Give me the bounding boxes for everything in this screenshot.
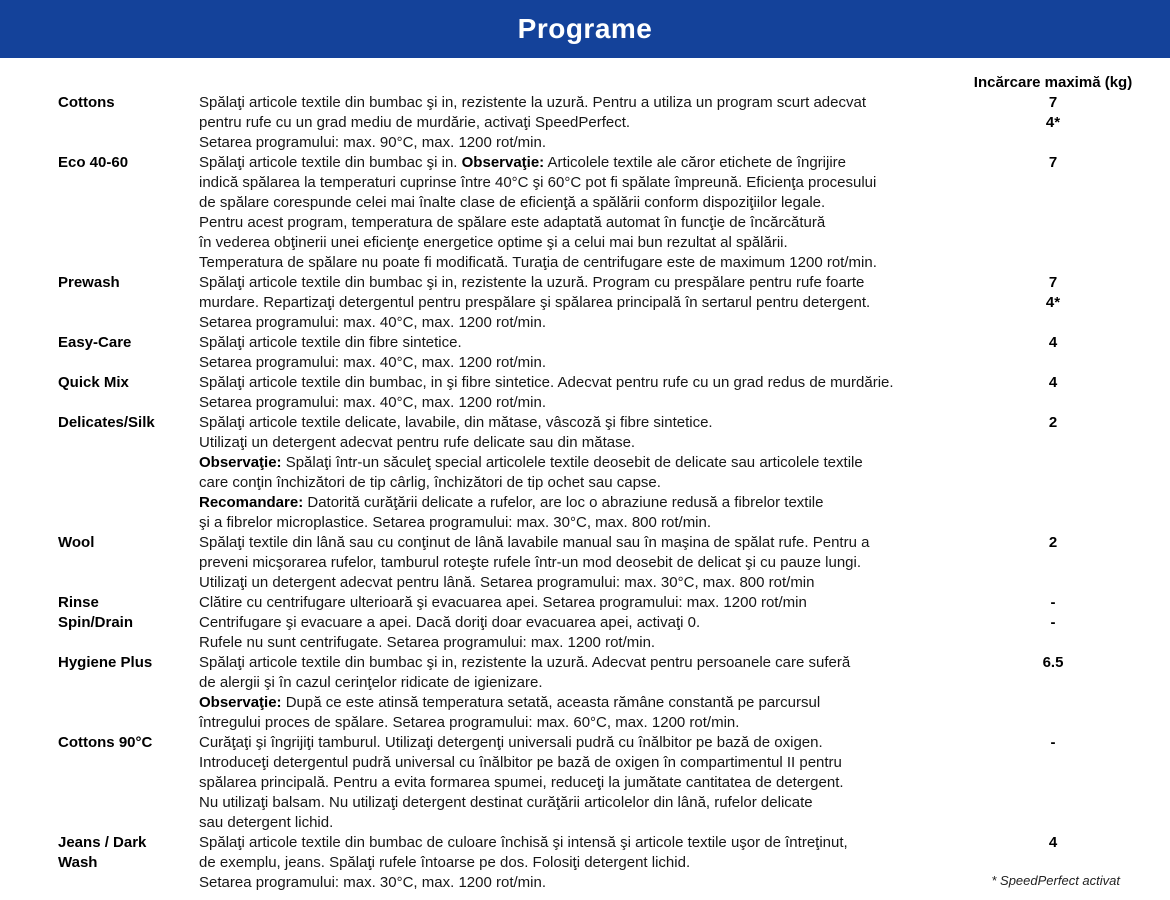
text-segment: Spălaţi articole textile din fibre sintetice.	[199, 334, 462, 351]
text-segment: Nu utilizaţi balsam. Nu utilizaţi detergent destinat curăţării articolelor din lână, rufelor delicate	[199, 794, 813, 811]
text-segment: Temperatura de spălare nu poate fi modificată. Turaţia de centrifugare este de maximum 1200 rot/min.	[199, 254, 877, 271]
description-line	[199, 153, 963, 173]
description-line	[199, 853, 963, 873]
program-description	[199, 533, 963, 593]
text-segment: Spălaţi articole textile din bumbac, in şi fibre sintetice. Adecvat pentru rufe cu un grad redus de murdărie.	[199, 374, 894, 391]
load-value	[963, 493, 1143, 513]
load-value	[963, 313, 1143, 333]
description-line	[199, 193, 963, 213]
text-segment: murdare. Repartizaţi detergentul pentru prespălare şi spălarea principală în sertarul pentru detergent.	[199, 294, 871, 311]
load-value: 7	[1048, 274, 1058, 291]
description-line	[199, 473, 963, 493]
program-name: Eco 40-60	[58, 154, 129, 171]
load-value: 4	[1048, 374, 1058, 391]
description-line	[199, 693, 963, 713]
program-description	[199, 833, 963, 893]
text-segment: Spălaţi într-un săculeţ special articolele textile deosebit de delicate sau articolele textile	[281, 454, 863, 471]
text-segment: Spălaţi articole textile din bumbac şi in, rezistente la uzură. Pentru a utiliza un program scurt adecvat	[199, 94, 867, 111]
description-line	[199, 273, 963, 293]
bold-label: Observaţie:	[461, 154, 545, 171]
text-segment: Spălaţi articole textile din bumbac şi in, rezistente la uzură. Program cu prespălare pentru rufe foarte	[199, 274, 865, 291]
program-name: Rinse	[58, 594, 99, 611]
text-segment: Spălaţi articole textile din bumbac de culoare închisă şi intensă şi articole textile uşor de întreţinut,	[199, 834, 848, 851]
table-row	[0, 93, 1170, 153]
description-line	[199, 333, 963, 353]
table-row	[0, 533, 1170, 593]
program-name: Jeans / Dark Wash	[58, 834, 147, 871]
text-segment: Spălaţi articole textile delicate, lavabile, din mătase, vâscoză şi fibre sintetice.	[199, 414, 713, 431]
load-value	[963, 513, 1143, 533]
program-load-column	[963, 373, 1143, 413]
description-line	[199, 493, 963, 513]
load-value	[963, 453, 1143, 473]
text-segment: spălarea principală. Pentru a evita formarea spumei, reduceţi la jumătate cantitatea de detergent.	[199, 774, 844, 791]
text-segment: care conţin închizători de tip cârlig, închizători de tip ochet sau capse.	[199, 474, 661, 491]
text-segment: preveni micşorarea rufelor, tamburul roteşte rufele într-un mod deosebit de delicat şi cu pauze lungi.	[199, 554, 862, 571]
description-line	[199, 173, 963, 193]
description-line	[199, 93, 963, 113]
description-line	[199, 373, 963, 393]
load-value: 7	[1048, 154, 1058, 171]
description-line	[199, 293, 963, 313]
text-segment: Clătire cu centrifugare ulterioară şi evacuarea apei. Setarea programului: max. 1200 rot/min	[199, 594, 807, 611]
bold-label: Observaţie:	[199, 694, 282, 711]
description-column-spacer	[199, 73, 963, 93]
program-load-column	[963, 93, 1143, 153]
text-segment: pentru rufe cu un grad mediu de murdărie, activaţi SpeedPerfect.	[199, 114, 631, 131]
text-segment: Utilizaţi un detergent adecvat pentru lână. Setarea programului: max. 30°C, max. 800 rot/min	[199, 574, 815, 591]
load-value: 2	[1048, 534, 1058, 551]
table-body	[0, 93, 1170, 893]
description-line	[199, 673, 963, 693]
text-segment: Spălaţi articole textile din bumbac şi in, rezistente la uzură. Adecvat pentru persoanele care suferă	[199, 654, 851, 671]
load-value	[963, 573, 1143, 593]
program-description	[199, 733, 963, 833]
table-row	[0, 273, 1170, 333]
load-column-header: Incărcare maximă (kg)	[973, 74, 1133, 91]
program-name: Quick Mix	[58, 374, 129, 391]
description-line	[199, 773, 963, 793]
text-segment: Rufele nu sunt centrifugate. Setarea programului: max. 1200 rot/min.	[199, 634, 656, 651]
bold-label: Observaţie:	[199, 454, 282, 471]
load-value	[963, 553, 1143, 573]
description-line	[199, 793, 963, 813]
description-line	[199, 613, 963, 633]
text-segment: Spălaţi articole textile din bumbac şi in.	[199, 154, 462, 171]
text-segment: în vederea obţinerii unei eficienţe energetice optime şi a celui mai bun rezultat al spălării.	[199, 234, 788, 251]
table-row	[0, 333, 1170, 373]
load-value	[963, 393, 1143, 413]
text-segment: Setarea programului: max. 40°C, max. 1200 rot/min.	[199, 394, 546, 411]
load-value	[963, 673, 1143, 693]
load-value	[963, 233, 1143, 253]
program-load-column	[963, 733, 1143, 833]
text-segment: Articolele textile ale căror etichete de îngrijire	[544, 154, 847, 171]
description-line	[199, 253, 963, 273]
page-header-bar	[0, 0, 1170, 58]
program-description	[199, 333, 963, 373]
load-value	[963, 693, 1143, 713]
description-line	[199, 213, 963, 233]
bold-label: Recomandare:	[199, 494, 304, 511]
program-name: Prewash	[58, 274, 120, 291]
speedperfect-footnote: * SpeedPerfect activat	[991, 873, 1120, 888]
load-value: -	[1050, 734, 1056, 751]
program-description	[199, 413, 963, 533]
program-name: Cottons	[58, 94, 115, 111]
text-segment: Centrifugare şi evacuare a apei. Dacă doriţi doar evacuarea apei, activaţi 0.	[199, 614, 701, 631]
program-name: Delicates/Silk	[58, 414, 155, 431]
load-value: 6.5	[1042, 654, 1064, 671]
program-load-column	[963, 653, 1143, 733]
program-description	[199, 273, 963, 333]
program-name: Wool	[58, 534, 95, 551]
program-description	[199, 93, 963, 153]
text-segment: Datorită curăţării delicate a rufelor, are loc o abraziune redusă a fibrelor textile	[303, 494, 824, 511]
description-line	[199, 553, 963, 573]
load-value	[963, 713, 1143, 733]
description-line	[199, 453, 963, 473]
description-line	[199, 413, 963, 433]
name-column-spacer	[58, 73, 199, 93]
text-segment: şi a fibrelor microplastice. Setarea programului: max. 30°C, max. 800 rot/min.	[199, 514, 712, 531]
text-segment: Setarea programului: max. 90°C, max. 1200 rot/min.	[199, 134, 546, 151]
description-line	[199, 113, 963, 133]
load-value	[963, 753, 1143, 773]
program-description	[199, 613, 963, 653]
load-value: 2	[1048, 414, 1058, 431]
text-segment: Spălaţi textile din lână sau cu conţinut de lână lavabile manual sau în maşina de spălat rufe. Pentru a	[199, 534, 870, 551]
description-line	[199, 873, 963, 893]
table-row	[0, 593, 1170, 613]
text-segment: indică spălarea la temperaturi cuprinse între 40°C şi 60°C pot fi spălate împreună. Eficienţa procesului	[199, 174, 877, 191]
description-line	[199, 133, 963, 153]
text-segment: de exemplu, jeans. Spălaţi rufele întoarse pe dos. Folosiţi detergent lichid.	[199, 854, 691, 871]
text-segment: Setarea programului: max. 40°C, max. 1200 rot/min.	[199, 314, 546, 331]
load-value	[963, 633, 1143, 653]
description-line	[199, 713, 963, 733]
load-value	[963, 253, 1143, 273]
text-segment: Pentru acest program, temperatura de spălare este adaptată automat în funcţie de încărcătură	[199, 214, 826, 231]
load-value	[963, 813, 1143, 833]
text-segment: sau detergent lichid.	[199, 814, 334, 831]
table-row	[0, 613, 1170, 653]
program-load-column	[963, 273, 1143, 333]
load-value	[963, 173, 1143, 193]
description-line	[199, 533, 963, 553]
description-line	[199, 513, 963, 533]
description-line	[199, 833, 963, 853]
text-segment: Introduceţi detergentul pudră universal cu înălbitor pe bază de oxigen în compartimentul II pentru	[199, 754, 842, 771]
load-value: -	[1050, 594, 1056, 611]
table-row	[0, 373, 1170, 413]
load-value: 4	[1048, 334, 1058, 351]
program-name: Hygiene Plus	[58, 654, 153, 671]
description-line	[199, 353, 963, 373]
program-description	[199, 153, 963, 273]
program-load-column	[963, 593, 1143, 613]
program-description	[199, 653, 963, 733]
description-line	[199, 393, 963, 413]
description-line	[199, 733, 963, 753]
description-line	[199, 633, 963, 653]
text-segment: Setarea programului: max. 30°C, max. 1200 rot/min.	[199, 874, 546, 891]
program-name: Cottons 90°C	[58, 734, 153, 751]
table-row	[0, 653, 1170, 733]
load-value: 4	[1048, 834, 1058, 851]
table-row	[0, 733, 1170, 833]
load-value: 4*	[1045, 294, 1061, 311]
text-segment: întregului proces de spălare. Setarea programului: max. 60°C, max. 1200 rot/min.	[199, 714, 740, 731]
text-segment: de alergii şi în cazul cerinţelor ridicate de igienizare.	[199, 674, 543, 691]
load-value: 4*	[1045, 114, 1061, 131]
program-description	[199, 593, 963, 613]
programs-table	[0, 73, 1170, 893]
program-load-column	[963, 613, 1143, 653]
description-line	[199, 653, 963, 673]
description-line	[199, 433, 963, 453]
load-value	[963, 193, 1143, 213]
description-line	[199, 573, 963, 593]
page-title: Programe	[517, 13, 653, 44]
text-segment: de spălare corespunde celei mai înalte clase de eficienţă a spălării conform dispoziţiilor legale.	[199, 194, 826, 211]
load-value	[963, 133, 1143, 153]
program-name: Easy-Care	[58, 334, 132, 351]
table-row	[0, 153, 1170, 273]
load-value	[963, 793, 1143, 813]
description-line	[199, 593, 963, 613]
load-value	[963, 853, 1143, 873]
program-description	[199, 373, 963, 413]
program-load-column	[963, 153, 1143, 273]
description-line	[199, 813, 963, 833]
load-column-header-row	[0, 73, 1170, 93]
load-value	[963, 213, 1143, 233]
program-load-column	[963, 413, 1143, 533]
load-value	[963, 353, 1143, 373]
load-value	[963, 433, 1143, 453]
load-value	[963, 773, 1143, 793]
text-segment: Setarea programului: max. 40°C, max. 1200 rot/min.	[199, 354, 546, 371]
program-name: Spin/Drain	[58, 614, 134, 631]
load-value: 7	[1048, 94, 1058, 111]
description-line	[199, 233, 963, 253]
description-line	[199, 313, 963, 333]
load-value	[963, 473, 1143, 493]
text-segment: După ce este atinsă temperatura setată, aceasta rămâne constantă pe parcursul	[281, 694, 821, 711]
description-line	[199, 753, 963, 773]
text-segment: Curăţaţi şi îngrijiţi tamburul. Utilizaţi detergenţi universali pudră cu înălbitor pe bază de oxigen.	[199, 734, 823, 751]
table-row	[0, 413, 1170, 533]
program-load-column	[963, 333, 1143, 373]
program-load-column	[963, 533, 1143, 593]
text-segment: Utilizaţi un detergent adecvat pentru rufe delicate sau din mătase.	[199, 434, 636, 451]
load-value: -	[1050, 614, 1056, 631]
